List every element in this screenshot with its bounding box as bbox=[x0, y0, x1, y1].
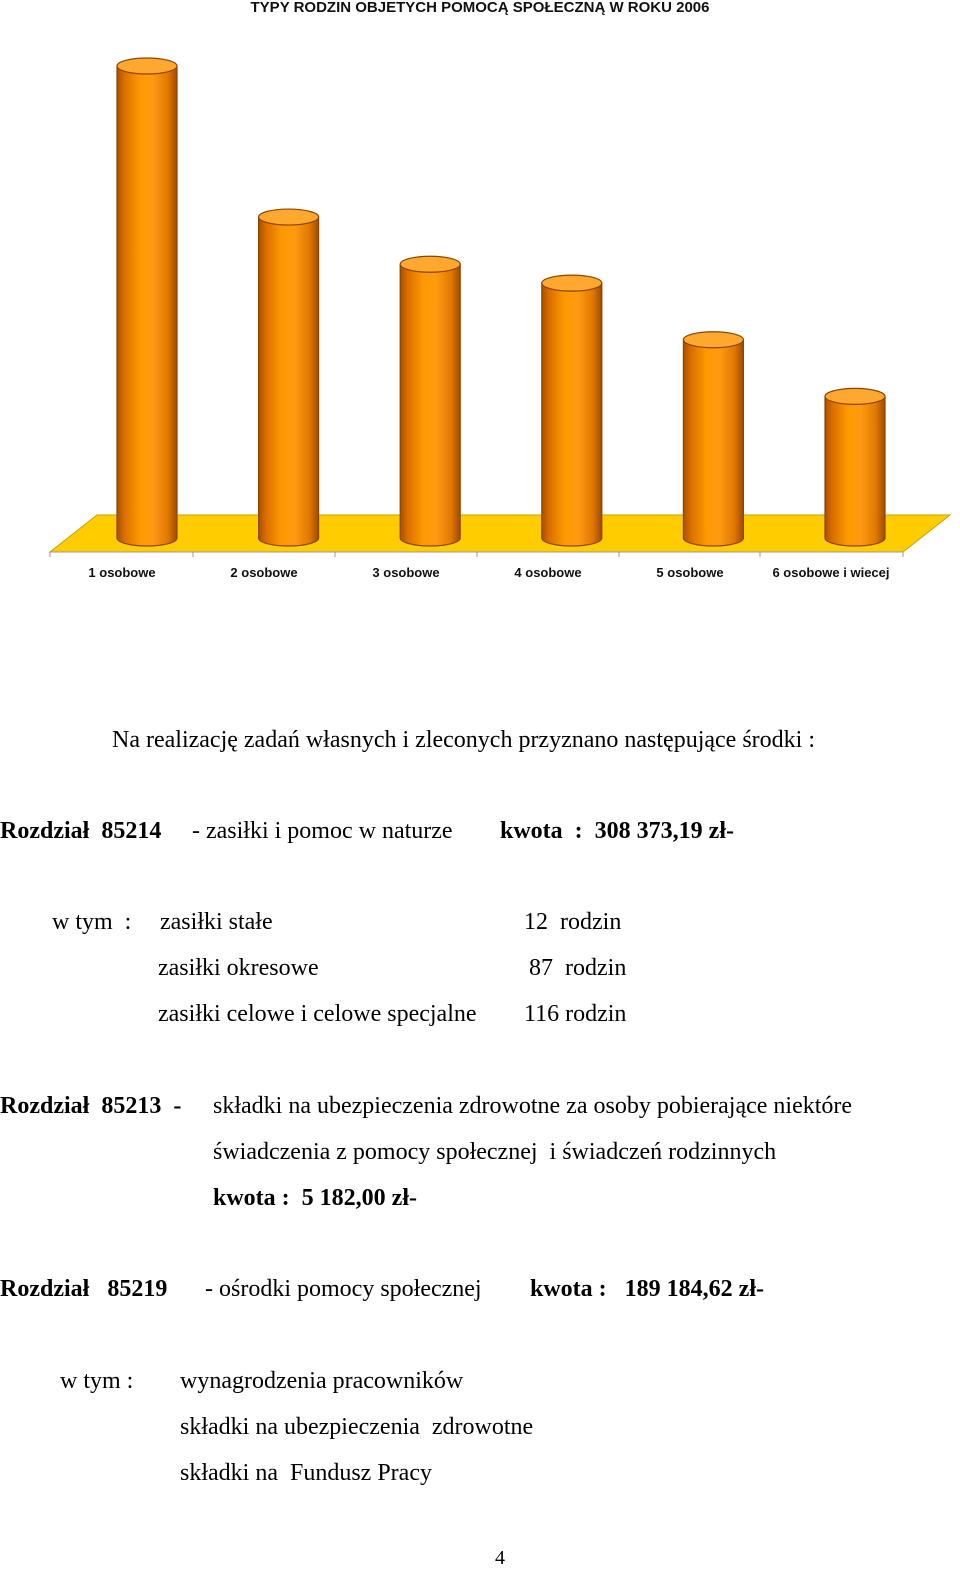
section-85213-description-line2: świadczenia z pomocy społecznej i świadczeń rodzinnych bbox=[213, 1139, 777, 1165]
bar-top bbox=[259, 209, 319, 225]
bar-body bbox=[542, 283, 602, 546]
bar-top bbox=[683, 332, 743, 348]
bar-2 bbox=[259, 209, 319, 546]
intro-text: Na realizację zadań własnych i zleconych przyznano następujące środki : bbox=[112, 727, 815, 753]
cost-item: składki na ubezpieczenia zdrowotne bbox=[180, 1414, 534, 1440]
bar-3 bbox=[400, 256, 460, 546]
benefit-count: 12 rodzin bbox=[524, 909, 622, 935]
chart bbox=[0, 0, 960, 600]
x-tick-label-6: 6 osobowe i wiecej bbox=[772, 565, 890, 580]
x-tick-label-1: 1 osobowe bbox=[88, 565, 156, 580]
section-85219-description: - ośrodki pomocy społecznej bbox=[205, 1276, 482, 1302]
section-85214-amount: kwota : 308 373,19 zł- bbox=[500, 818, 734, 844]
section-85214-description: - zasiłki i pomoc w naturze bbox=[192, 818, 453, 844]
x-tick-label-5: 5 osobowe bbox=[656, 565, 724, 580]
x-axis-ticks bbox=[50, 552, 903, 557]
bar-body bbox=[259, 217, 319, 546]
section-85213-description-line1: składki na ubezpieczenia zdrowotne za osoby pobierające niektóre bbox=[213, 1093, 853, 1119]
bar-top bbox=[400, 256, 460, 272]
chart-title: TYPY RODZIN OBJETYCH POMOCĄ SPOŁECZNĄ W ROKU 2006 bbox=[250, 0, 710, 16]
x-tick-label-2: 2 osobowe bbox=[230, 565, 298, 580]
cost-item: wynagrodzenia pracowników bbox=[180, 1368, 464, 1394]
bar-5 bbox=[683, 332, 743, 546]
section-85214-breakdown-prefix: w tym : bbox=[52, 909, 132, 935]
bar-body bbox=[683, 340, 743, 546]
benefit-name: zasiłki stałe bbox=[160, 909, 273, 935]
benefit-name: zasiłki celowe i celowe specjalne bbox=[158, 1001, 477, 1027]
x-tick-label-3: 3 osobowe bbox=[372, 565, 440, 580]
section-85219-amount: kwota : 189 184,62 zł- bbox=[530, 1276, 764, 1302]
bar-1 bbox=[117, 58, 177, 546]
bar-body bbox=[117, 66, 177, 546]
bar-top bbox=[825, 388, 885, 404]
bar-body bbox=[825, 396, 885, 546]
bar-6 bbox=[825, 388, 885, 546]
page-number: 4 bbox=[495, 1547, 505, 1569]
x-tick-label-4: 4 osobowe bbox=[514, 565, 582, 580]
bar-top bbox=[542, 275, 602, 291]
cost-item: składki na Fundusz Pracy bbox=[180, 1460, 432, 1486]
bars bbox=[117, 58, 885, 546]
section-85213-amount: kwota : 5 182,00 zł- bbox=[213, 1185, 417, 1211]
chart-floor bbox=[50, 515, 950, 552]
section-85219-label: Rozdział 85219 bbox=[0, 1276, 168, 1302]
bar-top bbox=[117, 58, 177, 74]
bar-body bbox=[400, 264, 460, 546]
benefit-count: 116 rodzin bbox=[524, 1001, 627, 1027]
section-85213-label: Rozdział 85213 - bbox=[0, 1093, 182, 1119]
benefit-count: 87 rodzin bbox=[529, 955, 627, 981]
benefit-name: zasiłki okresowe bbox=[158, 955, 319, 981]
section-85219-breakdown-prefix: w tym : bbox=[60, 1368, 134, 1394]
section-85214-label: Rozdział 85214 bbox=[0, 818, 162, 844]
bar-4 bbox=[542, 275, 602, 546]
